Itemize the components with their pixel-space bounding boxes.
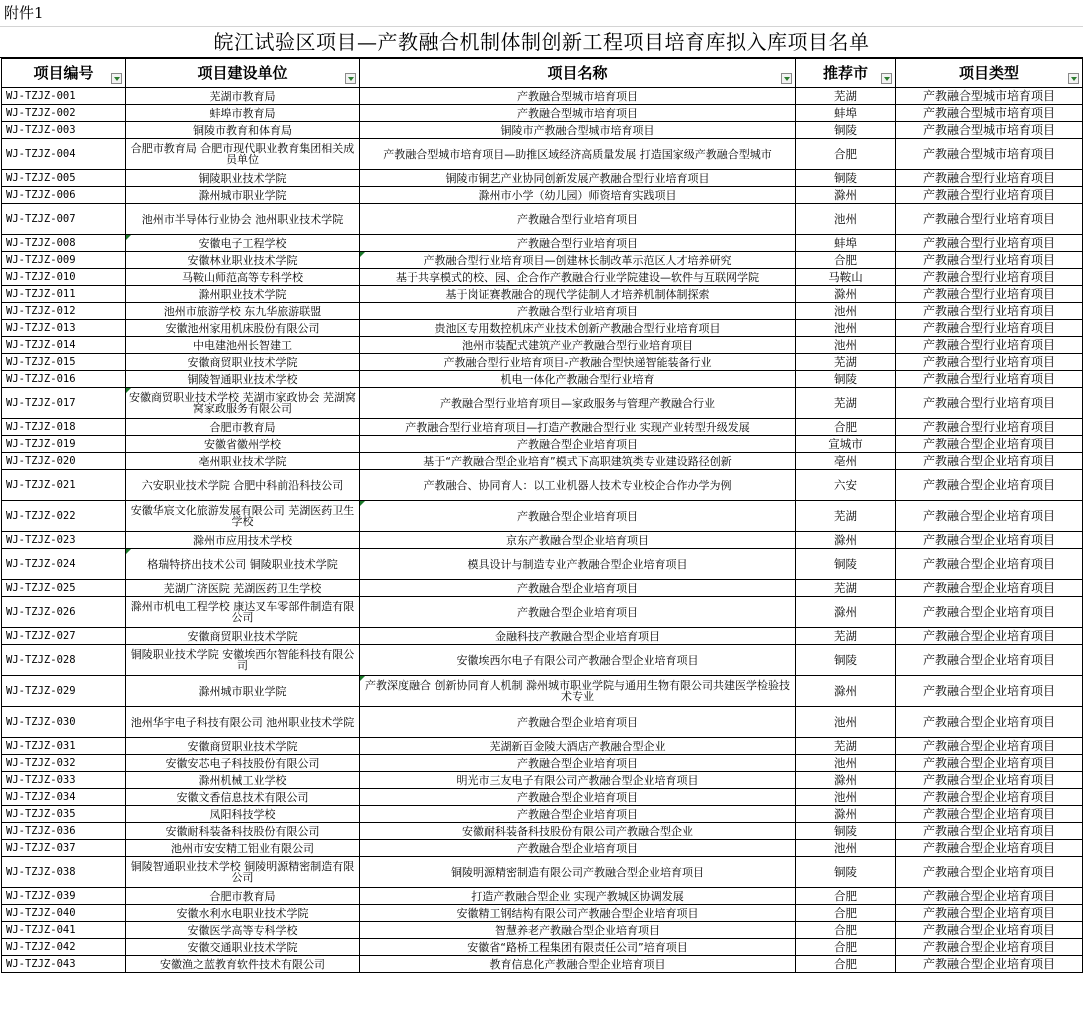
- cell-code[interactable]: WJ-TZJZ-019: [2, 436, 126, 453]
- table-row: [2, 888, 1083, 905]
- cell-name[interactable]: 产教融合型行业培育项目—创建林长制改革示范区人才培养研究: [360, 252, 796, 269]
- cell-unit[interactable]: 池州市安安精工铝业有限公司: [126, 840, 360, 857]
- cell-city[interactable]: 芜湖: [796, 501, 896, 532]
- cell-unit[interactable]: 芜湖市教育局: [126, 88, 360, 105]
- cell-type[interactable]: 产教融合型行业培育项目: [896, 388, 1083, 419]
- cell-code[interactable]: WJ-TZJZ-027: [2, 628, 126, 645]
- table-row: [2, 252, 1083, 269]
- cell-code[interactable]: WJ-TZJZ-018: [2, 419, 126, 436]
- cell-type[interactable]: 产教融合型行业培育项目: [896, 286, 1083, 303]
- header-city: [796, 59, 896, 88]
- cell-city[interactable]: 合肥: [796, 888, 896, 905]
- cell-name[interactable]: 铜陵市铜艺产业协同创新发展产教融合型行业培育项目: [360, 170, 796, 187]
- cell-code[interactable]: WJ-TZJZ-004: [2, 139, 126, 170]
- cell-unit[interactable]: 安徽安芯电子科技股份有限公司: [126, 755, 360, 772]
- cell-unit[interactable]: 安徽商贸职业技术学校 芜湖市家政协会 芜湖窝窝家政服务有限公司: [126, 388, 360, 419]
- header-type-label: 项目类型: [958, 63, 1019, 82]
- cell-code[interactable]: WJ-TZJZ-022: [2, 501, 126, 532]
- cell-code[interactable]: WJ-TZJZ-009: [2, 252, 126, 269]
- cell-city[interactable]: 池州: [796, 789, 896, 806]
- cell-name[interactable]: 安徽耐科装备科技股份有限公司产教融合型企业: [360, 823, 796, 840]
- table-row: [2, 580, 1083, 597]
- cell-name[interactable]: 产教融合型企业培育项目: [360, 789, 796, 806]
- cell-code[interactable]: WJ-TZJZ-007: [2, 204, 126, 235]
- table-row: [2, 470, 1083, 501]
- cell-city[interactable]: 合肥: [796, 139, 896, 170]
- cell-code[interactable]: WJ-TZJZ-021: [2, 470, 126, 501]
- cell-city[interactable]: 亳州: [796, 453, 896, 470]
- table-row: [2, 501, 1083, 532]
- cell-city[interactable]: 滁州: [796, 187, 896, 204]
- cell-type[interactable]: 产教融合型企业培育项目: [896, 905, 1083, 922]
- cell-unit[interactable]: 铜陵市教育和体育局: [126, 122, 360, 139]
- page-title: 皖江试验区项目—产教融合机制体制创新工程项目培育库拟入库项目名单: [0, 27, 1083, 58]
- cell-code[interactable]: WJ-TZJZ-026: [2, 597, 126, 628]
- table-row: [2, 453, 1083, 470]
- cell-unit[interactable]: 滁州城市职业学院: [126, 676, 360, 707]
- cell-name[interactable]: 产教融合型城市培育项目—助推区域经济高质量发展 打造国家级产教融合型城市: [360, 139, 796, 170]
- header-row: [2, 59, 1083, 88]
- cell-code[interactable]: WJ-TZJZ-033: [2, 772, 126, 789]
- cell-type[interactable]: 产教融合型企业培育项目: [896, 956, 1083, 973]
- table-row: [2, 419, 1083, 436]
- cell-unit[interactable]: 安徽医学高等专科学校: [126, 922, 360, 939]
- cell-unit[interactable]: 铜陵智通职业技术学校: [126, 371, 360, 388]
- project-table: [1, 58, 1083, 973]
- cell-code[interactable]: WJ-TZJZ-002: [2, 105, 126, 122]
- cell-name[interactable]: 机电一体化产教融合型行业培育: [360, 371, 796, 388]
- cell-unit[interactable]: 滁州职业技术学院: [126, 286, 360, 303]
- header-name-label: 项目名称: [547, 63, 608, 82]
- cell-city[interactable]: 马鞍山: [796, 269, 896, 286]
- cell-name[interactable]: 铜陵明源精密制造有限公司产教融合型企业培育项目: [360, 857, 796, 888]
- cell-unit[interactable]: 滁州机械工业学校: [126, 772, 360, 789]
- cell-unit[interactable]: 安徽池州家用机床股份有限公司: [126, 320, 360, 337]
- cell-name[interactable]: 智慧养老产教融合型企业培育项目: [360, 922, 796, 939]
- table-row: [2, 755, 1083, 772]
- cell-unit[interactable]: 蚌埠市教育局: [126, 105, 360, 122]
- cell-name[interactable]: 贵池区专用数控机床产业技术创新产教融合型行业培育项目: [360, 320, 796, 337]
- cell-code[interactable]: WJ-TZJZ-020: [2, 453, 126, 470]
- cell-type[interactable]: 产教融合型企业培育项目: [896, 470, 1083, 501]
- table-row: [2, 628, 1083, 645]
- table-row: [2, 88, 1083, 105]
- cell-code[interactable]: WJ-TZJZ-012: [2, 303, 126, 320]
- cell-name[interactable]: 产教融合型行业培育项目—家政服务与管理产教融合行业: [360, 388, 796, 419]
- cell-type[interactable]: 产教融合型行业培育项目: [896, 235, 1083, 252]
- cell-type[interactable]: 产教融合型行业培育项目: [896, 320, 1083, 337]
- cell-name[interactable]: 产教融合型企业培育项目: [360, 755, 796, 772]
- cell-code[interactable]: WJ-TZJZ-041: [2, 922, 126, 939]
- cell-city[interactable]: 铜陵: [796, 371, 896, 388]
- cell-city[interactable]: 滁州: [796, 772, 896, 789]
- cell-city[interactable]: 池州: [796, 337, 896, 354]
- table-row: [2, 436, 1083, 453]
- cell-unit[interactable]: 安徽电子工程学校: [126, 235, 360, 252]
- cell-unit[interactable]: 滁州市机电工程学校 康达叉车零部件制造有限公司: [126, 597, 360, 628]
- cell-unit[interactable]: 安徽商贸职业技术学院: [126, 738, 360, 755]
- cell-code[interactable]: WJ-TZJZ-025: [2, 580, 126, 597]
- cell-name[interactable]: 打造产教融合型企业 实现产教城区协调发展: [360, 888, 796, 905]
- table-row: [2, 269, 1083, 286]
- cell-code[interactable]: WJ-TZJZ-042: [2, 939, 126, 956]
- cell-code[interactable]: WJ-TZJZ-032: [2, 755, 126, 772]
- cell-type[interactable]: 产教融合型企业培育项目: [896, 772, 1083, 789]
- cell-city[interactable]: 芜湖: [796, 388, 896, 419]
- cell-code[interactable]: WJ-TZJZ-013: [2, 320, 126, 337]
- cell-city[interactable]: 池州: [796, 320, 896, 337]
- cell-type[interactable]: 产教融合型企业培育项目: [896, 939, 1083, 956]
- filter-dropdown-icon[interactable]: [111, 73, 122, 84]
- table-row: [2, 840, 1083, 857]
- cell-type[interactable]: 产教融合型城市培育项目: [896, 122, 1083, 139]
- cell-name[interactable]: 滁州市小学（幼儿园）师资培育实践项目: [360, 187, 796, 204]
- cell-type[interactable]: 产教融合型企业培育项目: [896, 857, 1083, 888]
- cell-unit[interactable]: 亳州职业技术学院: [126, 453, 360, 470]
- cell-name[interactable]: 产教融合型企业培育项目: [360, 597, 796, 628]
- cell-name[interactable]: 京东产教融合型企业培育项目: [360, 532, 796, 549]
- cell-unit[interactable]: 中电建池州长智建工: [126, 337, 360, 354]
- cell-type[interactable]: 产教融合型行业培育项目: [896, 204, 1083, 235]
- table-row: [2, 105, 1083, 122]
- cell-unit[interactable]: 铜陵智通职业技术学校 铜陵明源精密制造有限公司: [126, 857, 360, 888]
- cell-type[interactable]: 产教融合型行业培育项目: [896, 252, 1083, 269]
- cell-city[interactable]: 芜湖: [796, 354, 896, 371]
- cell-city[interactable]: 滁州: [796, 286, 896, 303]
- table-row: [2, 187, 1083, 204]
- table-row: [2, 549, 1083, 580]
- table-row: [2, 789, 1083, 806]
- cell-city[interactable]: 合肥: [796, 905, 896, 922]
- cell-name[interactable]: 铜陵市产教融合型城市培育项目: [360, 122, 796, 139]
- table-body: [2, 88, 1083, 973]
- cell-city[interactable]: 合肥: [796, 922, 896, 939]
- cell-name[interactable]: 产教融合型企业培育项目: [360, 501, 796, 532]
- table-row: [2, 371, 1083, 388]
- cell-name[interactable]: 基于岗证赛教融合的现代学徒制人才培养机制体制探索: [360, 286, 796, 303]
- cell-code[interactable]: WJ-TZJZ-008: [2, 235, 126, 252]
- cell-type[interactable]: 产教融合型行业培育项目: [896, 170, 1083, 187]
- cell-code[interactable]: WJ-TZJZ-001: [2, 88, 126, 105]
- cell-name[interactable]: 产教融合型行业培育项目: [360, 204, 796, 235]
- cell-city[interactable]: 滁州: [796, 676, 896, 707]
- table-row: [2, 170, 1083, 187]
- cell-name[interactable]: 明光市三友电子有限公司产教融合型企业培育项目: [360, 772, 796, 789]
- cell-city[interactable]: 芜湖: [796, 88, 896, 105]
- cell-unit[interactable]: 安徽商贸职业技术学院: [126, 354, 360, 371]
- cell-code[interactable]: WJ-TZJZ-031: [2, 738, 126, 755]
- cell-code[interactable]: WJ-TZJZ-015: [2, 354, 126, 371]
- cell-code[interactable]: WJ-TZJZ-016: [2, 371, 126, 388]
- cell-city[interactable]: 铜陵: [796, 857, 896, 888]
- cell-name[interactable]: 产教融合型企业培育项目: [360, 707, 796, 738]
- cell-name[interactable]: 芜湖新百金陵大酒店产教融合型企业: [360, 738, 796, 755]
- filter-dropdown-icon[interactable]: [1068, 73, 1079, 84]
- table-row: [2, 235, 1083, 252]
- table-row: [2, 956, 1083, 973]
- cell-type[interactable]: 产教融合型企业培育项目: [896, 738, 1083, 755]
- cell-type[interactable]: 产教融合型行业培育项目: [896, 419, 1083, 436]
- table-row: [2, 676, 1083, 707]
- cell-city[interactable]: 滁州: [796, 597, 896, 628]
- cell-unit[interactable]: 安徽渔之蓝教育软件技术有限公司: [126, 956, 360, 973]
- cell-city[interactable]: 合肥: [796, 252, 896, 269]
- cell-city[interactable]: 合肥: [796, 419, 896, 436]
- filter-dropdown-icon[interactable]: [881, 73, 892, 84]
- cell-city[interactable]: 铜陵: [796, 122, 896, 139]
- table-row: [2, 823, 1083, 840]
- cell-city[interactable]: 池州: [796, 707, 896, 738]
- table-row: [2, 645, 1083, 676]
- cell-type[interactable]: 产教融合型企业培育项目: [896, 755, 1083, 772]
- cell-type[interactable]: 产教融合型企业培育项目: [896, 922, 1083, 939]
- cell-code[interactable]: WJ-TZJZ-040: [2, 905, 126, 922]
- table-row: [2, 354, 1083, 371]
- table-row: [2, 388, 1083, 419]
- table-row: [2, 204, 1083, 235]
- table-row: [2, 597, 1083, 628]
- cell-type[interactable]: 产教融合型企业培育项目: [896, 888, 1083, 905]
- cell-code[interactable]: WJ-TZJZ-017: [2, 388, 126, 419]
- cell-unit[interactable]: 合肥市教育局 合肥市现代职业教育集团相关成员单位: [126, 139, 360, 170]
- table-row: [2, 772, 1083, 789]
- cell-unit[interactable]: 安徽省徽州学校: [126, 436, 360, 453]
- cell-unit[interactable]: 滁州城市职业学院: [126, 187, 360, 204]
- cell-unit[interactable]: 芜湖广济医院 芜湖医药卫生学校: [126, 580, 360, 597]
- cell-type[interactable]: 产教融合型企业培育项目: [896, 789, 1083, 806]
- cell-city[interactable]: 铜陵: [796, 645, 896, 676]
- cell-city[interactable]: 蚌埠: [796, 235, 896, 252]
- cell-name[interactable]: 产教融合型企业培育项目: [360, 806, 796, 823]
- cell-name[interactable]: 产教融合型城市培育项目: [360, 105, 796, 122]
- cell-name[interactable]: 安徽省“路桥工程集团有限责任公司”培育项目: [360, 939, 796, 956]
- cell-unit[interactable]: 铜陵职业技术学院: [126, 170, 360, 187]
- cell-name[interactable]: 安徽埃西尔电子有限公司产教融合型企业培育项目: [360, 645, 796, 676]
- cell-type[interactable]: 产教融合型企业培育项目: [896, 676, 1083, 707]
- cell-type[interactable]: 产教融合型企业培育项目: [896, 580, 1083, 597]
- cell-name[interactable]: 安徽精工钢结构有限公司产教融合型企业培育项目: [360, 905, 796, 922]
- attachment-label: 附件1: [0, 0, 1083, 27]
- cell-name[interactable]: 金融科技产教融合型企业培育项目: [360, 628, 796, 645]
- cell-unit[interactable]: 六安职业技术学院 合肥中科前沿科技公司: [126, 470, 360, 501]
- cell-code[interactable]: WJ-TZJZ-024: [2, 549, 126, 580]
- cell-name[interactable]: 产教深度融合 创新协同育人机制 滁州城市职业学院与通用生物有限公司共建医学检验技术专业: [360, 676, 796, 707]
- cell-unit[interactable]: 合肥市教育局: [126, 888, 360, 905]
- cell-name[interactable]: 产教融合型企业培育项目: [360, 436, 796, 453]
- cell-city[interactable]: 铜陵: [796, 823, 896, 840]
- cell-unit[interactable]: 马鞍山师范高等专科学校: [126, 269, 360, 286]
- cell-name[interactable]: 产教融合型行业培育项目-产教融合型快递智能装备行业: [360, 354, 796, 371]
- filter-dropdown-icon[interactable]: [345, 73, 356, 84]
- cell-city[interactable]: 芜湖: [796, 738, 896, 755]
- cell-type[interactable]: 产教融合型城市培育项目: [896, 105, 1083, 122]
- cell-name[interactable]: 产教融合型企业培育项目: [360, 840, 796, 857]
- header-type: [896, 59, 1083, 88]
- cell-code[interactable]: WJ-TZJZ-011: [2, 286, 126, 303]
- cell-type[interactable]: 产教融合型企业培育项目: [896, 645, 1083, 676]
- cell-code[interactable]: WJ-TZJZ-010: [2, 269, 126, 286]
- table-row: [2, 857, 1083, 888]
- cell-city[interactable]: 滁州: [796, 806, 896, 823]
- table-row: [2, 122, 1083, 139]
- header-unit-label: 项目建设单位: [197, 63, 288, 82]
- cell-type[interactable]: 产教融合型企业培育项目: [896, 597, 1083, 628]
- cell-code[interactable]: WJ-TZJZ-037: [2, 840, 126, 857]
- cell-name[interactable]: 教育信息化产教融合型企业培育项目: [360, 956, 796, 973]
- cell-type[interactable]: 产教融合型企业培育项目: [896, 628, 1083, 645]
- cell-unit[interactable]: 格瑞特挤出技术公司 铜陵职业技术学院: [126, 549, 360, 580]
- cell-unit[interactable]: 安徽交通职业技术学院: [126, 939, 360, 956]
- cell-unit[interactable]: 池州市半导体行业协会 池州职业技术学院: [126, 204, 360, 235]
- table-row: [2, 320, 1083, 337]
- cell-name[interactable]: 产教融合、协同育人：以工业机器人技术专业校企合作办学为例: [360, 470, 796, 501]
- cell-type[interactable]: 产教融合型企业培育项目: [896, 707, 1083, 738]
- table-row: [2, 303, 1083, 320]
- cell-code[interactable]: WJ-TZJZ-039: [2, 888, 126, 905]
- cell-unit[interactable]: 安徽水利水电职业技术学院: [126, 905, 360, 922]
- header-code: [2, 59, 126, 88]
- cell-type[interactable]: 产教融合型行业培育项目: [896, 269, 1083, 286]
- table-row: [2, 806, 1083, 823]
- cell-city[interactable]: 池州: [796, 204, 896, 235]
- cell-city[interactable]: 铜陵: [796, 170, 896, 187]
- cell-type[interactable]: 产教融合型行业培育项目: [896, 371, 1083, 388]
- table-row: [2, 532, 1083, 549]
- header-name: [360, 59, 796, 88]
- cell-type[interactable]: 产教融合型企业培育项目: [896, 453, 1083, 470]
- cell-city[interactable]: 铜陵: [796, 549, 896, 580]
- cell-code[interactable]: WJ-TZJZ-014: [2, 337, 126, 354]
- cell-name[interactable]: 产教融合型行业培育项目: [360, 235, 796, 252]
- cell-type[interactable]: 产教融合型行业培育项目: [896, 187, 1083, 204]
- cell-unit[interactable]: 安徽林业职业技术学院: [126, 252, 360, 269]
- cell-unit[interactable]: 合肥市教育局: [126, 419, 360, 436]
- cell-city[interactable]: 池州: [796, 755, 896, 772]
- table-row: [2, 939, 1083, 956]
- cell-code[interactable]: WJ-TZJZ-038: [2, 857, 126, 888]
- cell-unit[interactable]: 安徽商贸职业技术学院: [126, 628, 360, 645]
- cell-unit[interactable]: 铜陵职业技术学院 安徽埃西尔智能科技有限公司: [126, 645, 360, 676]
- cell-type[interactable]: 产教融合型行业培育项目: [896, 303, 1083, 320]
- cell-type[interactable]: 产教融合型企业培育项目: [896, 436, 1083, 453]
- cell-name[interactable]: 基于共享模式的校、园、企合作产教融合行业学院建设—软件与互联网学院: [360, 269, 796, 286]
- cell-code[interactable]: WJ-TZJZ-036: [2, 823, 126, 840]
- cell-type[interactable]: 产教融合型城市培育项目: [896, 139, 1083, 170]
- cell-name[interactable]: 池州市装配式建筑产业产教融合型行业培育项目: [360, 337, 796, 354]
- filter-dropdown-icon[interactable]: [781, 73, 792, 84]
- cell-code[interactable]: WJ-TZJZ-003: [2, 122, 126, 139]
- cell-type[interactable]: 产教融合型企业培育项目: [896, 840, 1083, 857]
- cell-unit[interactable]: 凤阳科技学校: [126, 806, 360, 823]
- table-row: [2, 905, 1083, 922]
- cell-type[interactable]: 产教融合型行业培育项目: [896, 337, 1083, 354]
- cell-city[interactable]: 蚌埠: [796, 105, 896, 122]
- cell-code[interactable]: WJ-TZJZ-028: [2, 645, 126, 676]
- cell-city[interactable]: 宣城市: [796, 436, 896, 453]
- cell-city[interactable]: 池州: [796, 303, 896, 320]
- cell-city[interactable]: 滁州: [796, 532, 896, 549]
- table-row: [2, 707, 1083, 738]
- header-code-label: 项目编号: [33, 63, 94, 82]
- cell-type[interactable]: 产教融合型企业培育项目: [896, 806, 1083, 823]
- cell-type[interactable]: 产教融合型企业培育项目: [896, 823, 1083, 840]
- cell-city[interactable]: 合肥: [796, 939, 896, 956]
- cell-city[interactable]: 芜湖: [796, 628, 896, 645]
- cell-name[interactable]: 基于“产教融合型企业培育”模式下高职建筑类专业建设路径创新: [360, 453, 796, 470]
- header-unit: [126, 59, 360, 88]
- cell-type[interactable]: 产教融合型企业培育项目: [896, 549, 1083, 580]
- cell-unit[interactable]: 安徽耐科装备科技股份有限公司: [126, 823, 360, 840]
- cell-code[interactable]: WJ-TZJZ-043: [2, 956, 126, 973]
- cell-city[interactable]: 六安: [796, 470, 896, 501]
- header-city-label: 推荐市: [822, 63, 868, 82]
- table-row: [2, 337, 1083, 354]
- cell-code[interactable]: WJ-TZJZ-023: [2, 532, 126, 549]
- table-row: [2, 286, 1083, 303]
- cell-code[interactable]: WJ-TZJZ-035: [2, 806, 126, 823]
- cell-name[interactable]: 产教融合型行业培育项目: [360, 303, 796, 320]
- cell-unit[interactable]: 安徽文香信息技术有限公司: [126, 789, 360, 806]
- cell-code[interactable]: WJ-TZJZ-005: [2, 170, 126, 187]
- cell-name[interactable]: 产教融合型行业培育项目—打造产教融合型行业 实现产业转型升级发展: [360, 419, 796, 436]
- cell-type[interactable]: 产教融合型企业培育项目: [896, 532, 1083, 549]
- cell-name[interactable]: 产教融合型城市培育项目: [360, 88, 796, 105]
- cell-code[interactable]: WJ-TZJZ-034: [2, 789, 126, 806]
- table-row: [2, 139, 1083, 170]
- cell-city[interactable]: 池州: [796, 840, 896, 857]
- cell-city[interactable]: 芜湖: [796, 580, 896, 597]
- cell-type[interactable]: 产教融合型行业培育项目: [896, 354, 1083, 371]
- cell-type[interactable]: 产教融合型城市培育项目: [896, 88, 1083, 105]
- cell-unit[interactable]: 池州市旅游学校 东九华旅游联盟: [126, 303, 360, 320]
- cell-code[interactable]: WJ-TZJZ-006: [2, 187, 126, 204]
- cell-unit[interactable]: 安徽华宸文化旅游发展有限公司 芜湖医药卫生学校: [126, 501, 360, 532]
- cell-name[interactable]: 产教融合型企业培育项目: [360, 580, 796, 597]
- cell-code[interactable]: WJ-TZJZ-030: [2, 707, 126, 738]
- cell-name[interactable]: 模具设计与制造专业产教融合型企业培育项目: [360, 549, 796, 580]
- cell-code[interactable]: WJ-TZJZ-029: [2, 676, 126, 707]
- cell-unit[interactable]: 滁州市应用技术学校: [126, 532, 360, 549]
- table-row: [2, 738, 1083, 755]
- cell-unit[interactable]: 池州华宇电子科技有限公司 池州职业技术学院: [126, 707, 360, 738]
- cell-type[interactable]: 产教融合型企业培育项目: [896, 501, 1083, 532]
- cell-city[interactable]: 合肥: [796, 956, 896, 973]
- table-row: [2, 922, 1083, 939]
